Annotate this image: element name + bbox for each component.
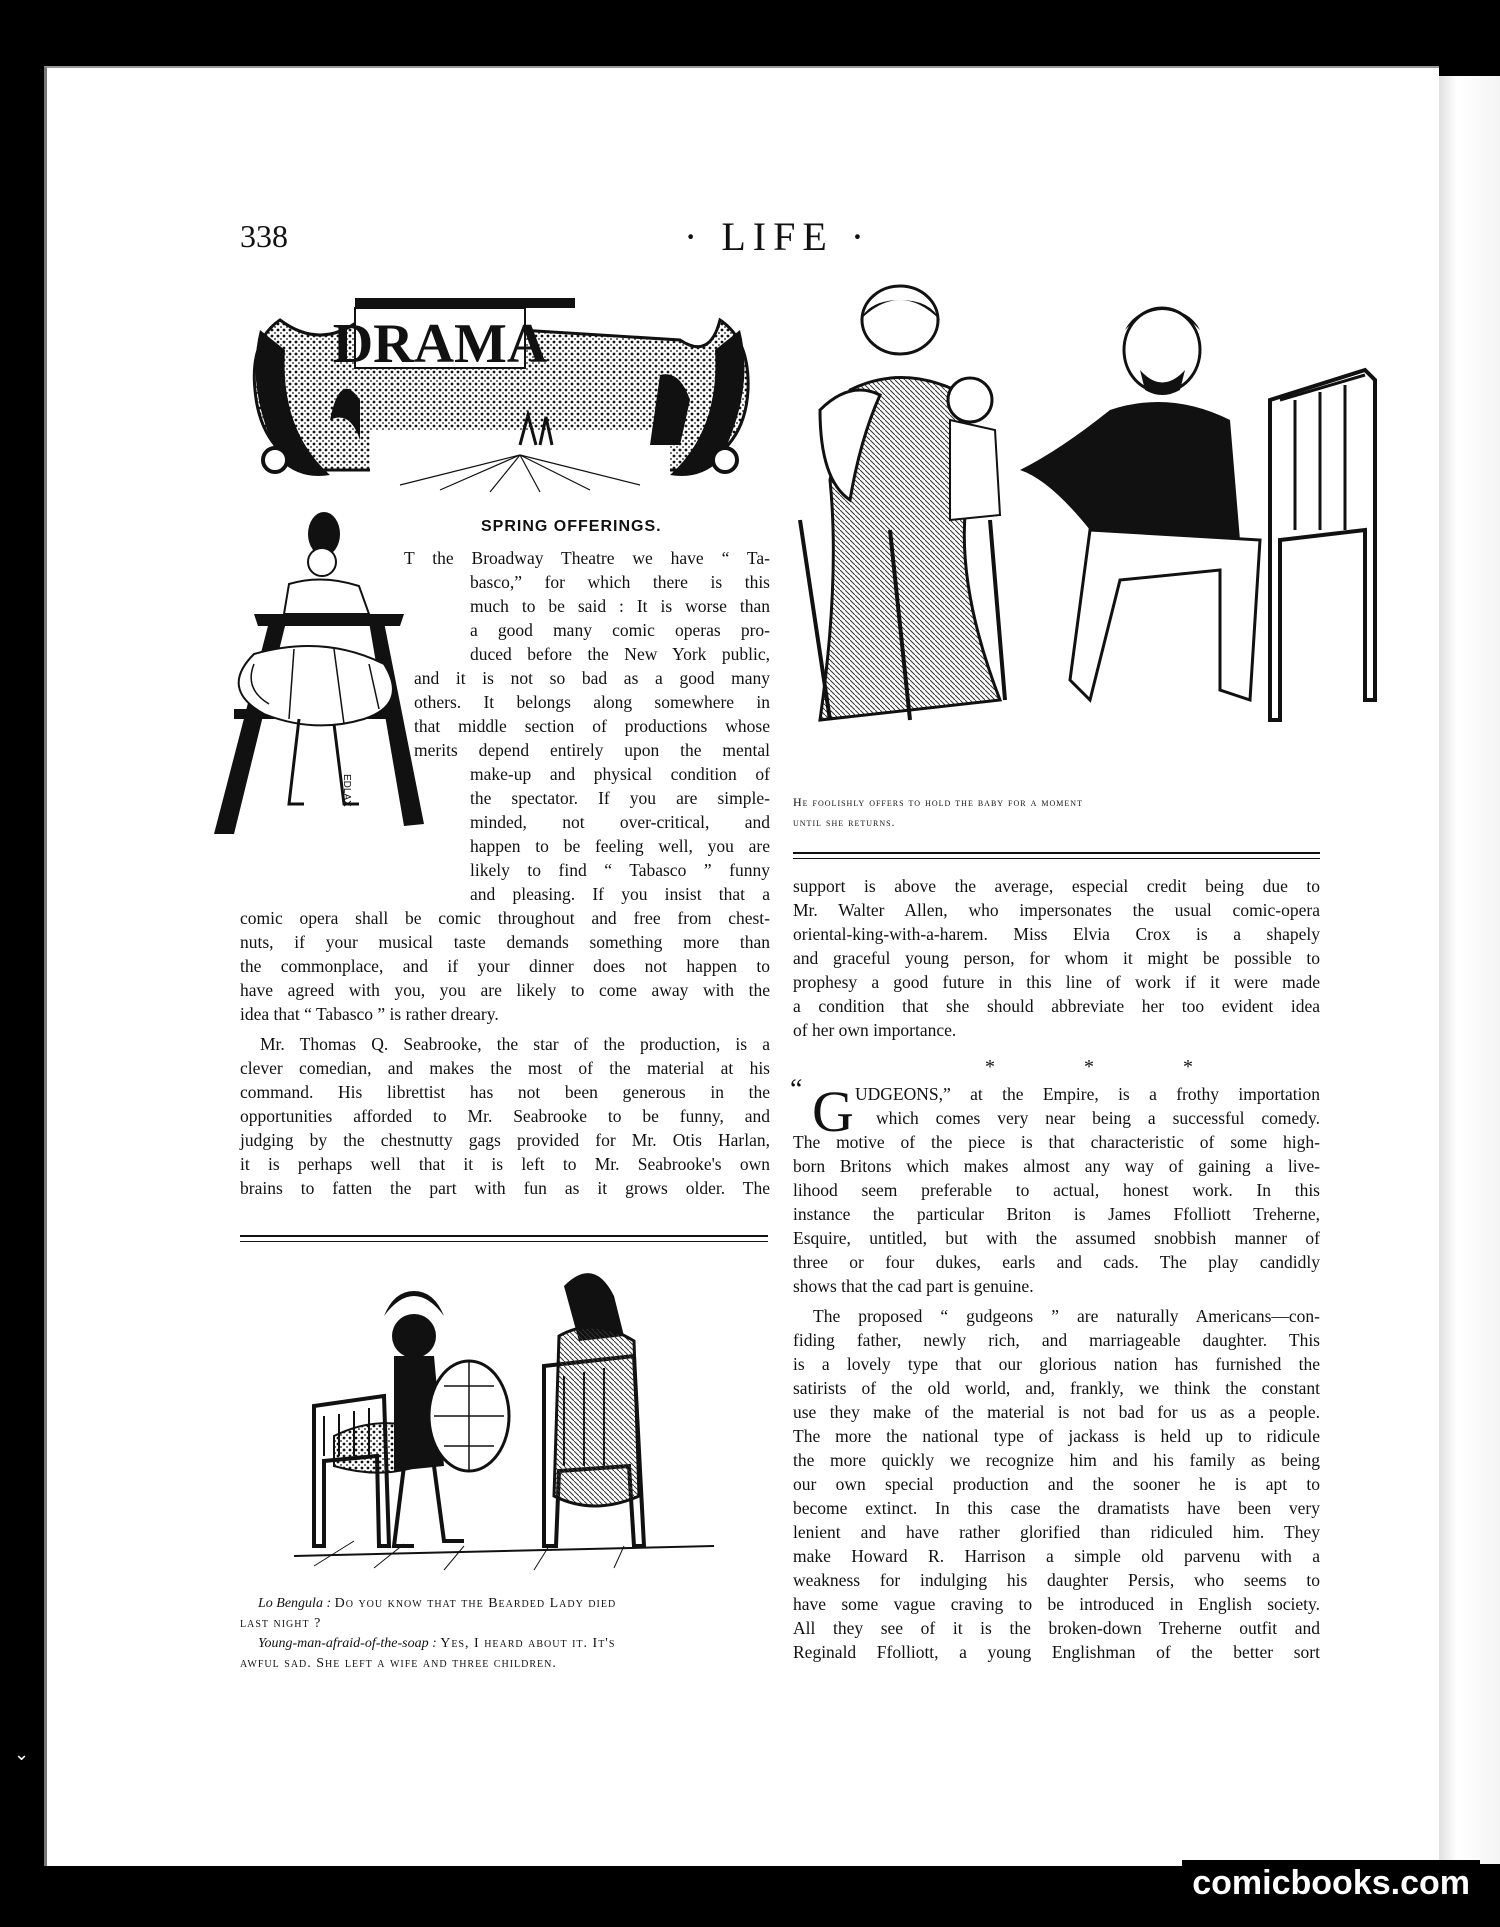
cartoon-speech-2b: awful sad. She left a wife and three children. — [240, 1656, 557, 1671]
text-line: a condition that she should abbreviate her too evident idea — [793, 996, 1320, 1016]
text-line: a good many comic operas pro- — [470, 620, 770, 640]
couple-caption-line1: He foolishly offers to hold the baby for a moment — [793, 795, 1083, 809]
couple-baby-illustration — [790, 280, 1390, 758]
cartoon-caption — [240, 1594, 768, 1674]
text-line: Mr. Thomas Q. Seabrooke, the star of the production, is a — [260, 1034, 770, 1054]
text-line: T the Broadway Theatre we have “ Ta- — [404, 548, 770, 568]
text-line: idea that “ Tabasco ” is rather dreary. — [240, 1004, 499, 1024]
text-line: use they make of the material is not bad for us as a people. — [793, 1402, 1320, 1422]
text-line: prophesy a good future in this line of work if it were made — [793, 972, 1320, 992]
cartoon-speaker-1: Lo Bengula : — [258, 1596, 332, 1611]
text-line: brains to fatten the part with fun as it grows older. The — [240, 1178, 770, 1198]
text-line: others. It belongs along somewhere in — [414, 692, 770, 712]
text-line: minded, not over-critical, and — [470, 812, 770, 832]
text-line: The proposed “ gudgeons ” are naturally Americans—con- — [813, 1306, 1320, 1326]
bearded-lady-cartoon-illustration — [294, 1256, 714, 1578]
text-line: The more the national type of jackass is held up to ridicule — [793, 1426, 1320, 1446]
cartoon-speech-1b: last night ? — [240, 1616, 322, 1631]
text-line: is a lovely type that our glorious nation has furnished the — [793, 1354, 1320, 1374]
text-line: command. His librettist has not been generous in the — [240, 1082, 770, 1102]
text-line: happen to be feeling well, you are — [470, 836, 770, 856]
text-line: that middle section of productions whose — [414, 716, 770, 736]
drama-header-illustration — [240, 280, 760, 498]
text-line: comic opera shall be comic throughout and free from chest- — [240, 908, 770, 928]
journal-title: · LIFE · — [684, 214, 872, 259]
text-line: All they see of it is the broken-down Treherne outfit and — [793, 1618, 1320, 1638]
text-line: lihood seem preferable to actual, honest work. In this — [793, 1180, 1320, 1200]
text-line: opportunities afforded to Mr. Seabrooke to be funny, and — [240, 1106, 770, 1126]
text-line: instance the particular Briton is James Ffolliott Treherne, — [793, 1204, 1320, 1224]
text-line: have agreed with you, you are likely to come away with the — [240, 980, 770, 1000]
text-line: our own special production and the sooner he is apt to — [793, 1474, 1320, 1494]
text-line: duced before the New York public, — [470, 644, 770, 664]
text-line: born Britons which makes almost any way of gaining a live- — [793, 1156, 1320, 1176]
site-watermark: comicbooks.com — [1182, 1860, 1480, 1907]
text-line: make-up and physical condition of — [470, 764, 770, 784]
text-line: satirists of the old world, and, frankly, we think the constant — [793, 1378, 1320, 1398]
text-line: shows that the cad part is genuine. — [793, 1276, 1034, 1296]
text-line: Reginald Ffolliott, a young Englishman of the better sort — [793, 1642, 1320, 1662]
dancer-dropcap-illustration — [194, 504, 432, 908]
text-line: of her own importance. — [793, 1020, 957, 1040]
text-line: judging by the chestnutty gags provided for Mr. Otis Harlan, — [240, 1130, 770, 1150]
cartoon-speech-2: Yes, I heard about it. It's — [440, 1636, 616, 1651]
text-line: the more quickly we recognize him and his family as being — [793, 1450, 1320, 1470]
text-line: three or four dukes, earls and cads. The play candidly — [793, 1252, 1320, 1272]
text-line: and it is not so bad as a good many — [414, 668, 770, 688]
scanner-mark: ⌄ — [14, 1744, 30, 1765]
text-line: oriental-king-with-a-harem. Miss Elvia Crox is a shapely — [793, 924, 1320, 944]
text-line: fiding father, newly rich, and marriageable daughter. This — [793, 1330, 1320, 1350]
section-divider-rule — [240, 1235, 768, 1242]
text-line: and graceful young person, for whom it might be possible to — [793, 948, 1320, 968]
text-line: which comes very near being a successful comedy. — [876, 1108, 1320, 1128]
section-stars: * * * — [985, 1056, 1235, 1078]
dropcap-letter: A — [194, 504, 195, 505]
text-line: have some vague craving to be introduced in English society. — [793, 1594, 1320, 1614]
column-divider-rule — [793, 852, 1320, 859]
text-line: the spectator. If you are simple- — [470, 788, 770, 808]
text-line: clever comedian, and makes the most of the material at his — [240, 1058, 770, 1078]
text-line: much to be said : It is worse than — [470, 596, 770, 616]
text-line: The motive of the piece is that characteristic of some high- — [793, 1132, 1320, 1152]
gudgeons-dropcap: G — [812, 1079, 854, 1144]
text-line: it is perhaps well that it is left to Mr. Seabrooke's own — [240, 1154, 770, 1174]
couple-caption — [793, 792, 1323, 832]
page-number: 338 — [240, 218, 288, 254]
text-line: lenient and have rather glorified than ridiculed him. They — [793, 1522, 1320, 1542]
couple-caption-line2: until she returns. — [793, 815, 896, 829]
artist-signature: EDLAX — [341, 774, 352, 807]
text-line: support is above the average, especial credit being due to — [793, 876, 1320, 896]
text-line: the commonplace, and if your dinner does not happen to — [240, 956, 770, 976]
article-title: SPRING OFFERINGS. — [481, 518, 662, 535]
gudgeons-open-quote: “ — [790, 1074, 803, 1105]
cartoon-speaker-2: Young-man-afraid-of-the-soap : — [258, 1636, 437, 1651]
text-line: Mr. Walter Allen, who impersonates the usual comic-opera — [793, 900, 1320, 920]
text-line: and pleasing. If you insist that a — [470, 884, 770, 904]
text-line: likely to find “ Tabasco ” funny — [470, 860, 770, 880]
text-line: basco,” for which there is this — [470, 572, 770, 592]
drama-header-text: DRAMA — [332, 313, 548, 375]
text-line: become extinct. In this case the dramatists have been very — [793, 1498, 1320, 1518]
cartoon-speech-1: Do you know that the Bearded Lady died — [334, 1596, 617, 1611]
next-page-edge — [1436, 76, 1500, 1864]
text-line: make Howard R. Harrison a simple old parvenu with a — [793, 1546, 1320, 1566]
text-line: Esquire, untitled, but with the assumed snobbish manner of — [793, 1228, 1320, 1248]
text-line: merits depend entirely upon the mental — [414, 740, 770, 760]
text-line: UDGEONS,” at the Empire, is a frothy importation — [855, 1084, 1320, 1104]
text-line: weakness for indulging his daughter Persis, who seems to — [793, 1570, 1320, 1590]
text-line: nuts, if your musical taste demands something more than — [240, 932, 770, 952]
